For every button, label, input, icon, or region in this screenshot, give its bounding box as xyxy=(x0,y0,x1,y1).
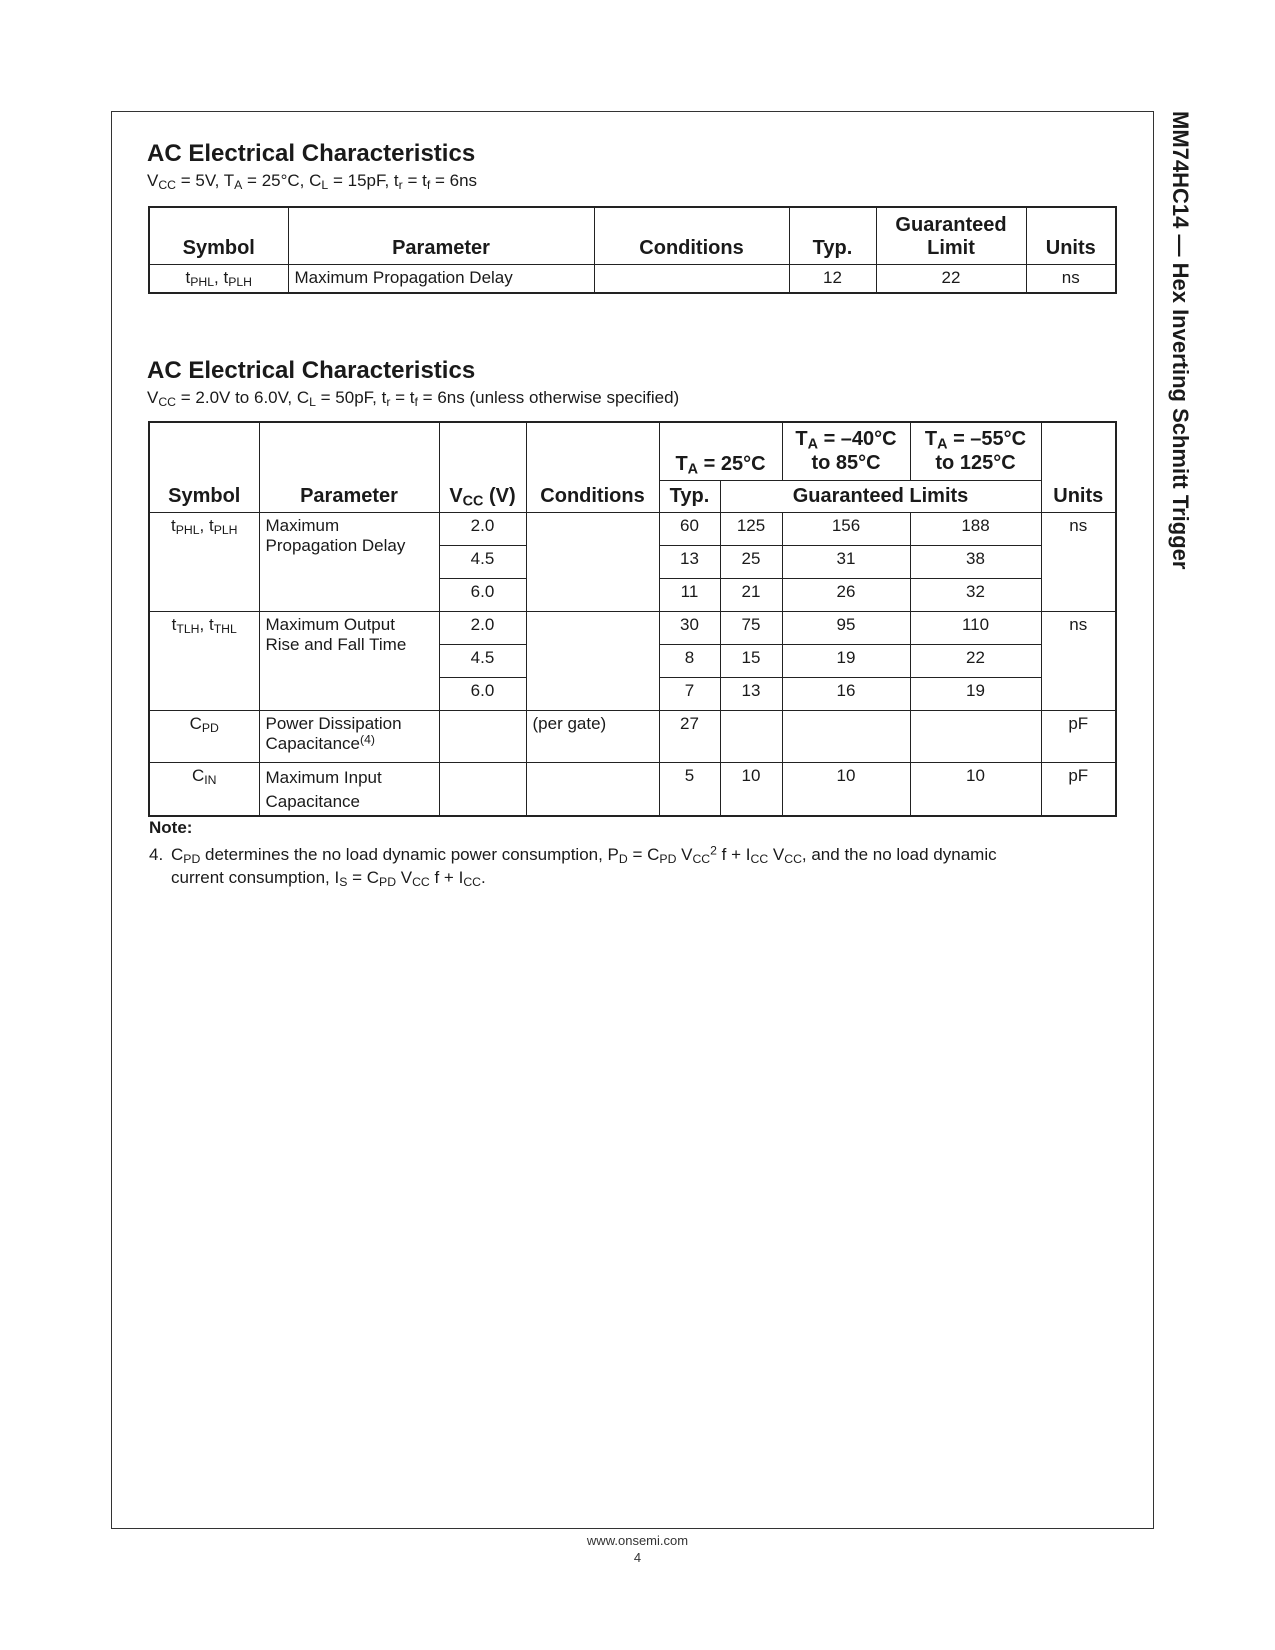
section1-conditions: $V_{CC} = 5V$, $T_A = 25^\circ C$, $C_L = 15pF$, $t_r = t_f = 6ns$ xyxy=(147,171,478,193)
typ-cell: 27 xyxy=(659,710,720,762)
footer-url: www.onsemi.com xyxy=(586,1533,689,1548)
units-cell: ns xyxy=(1041,611,1116,710)
header-units: Units xyxy=(1026,207,1116,264)
units-cell: pF xyxy=(1041,710,1116,762)
header-typ: Typ. xyxy=(789,207,876,264)
vcc-cell: 6.0 xyxy=(439,677,526,710)
limit-25-cell xyxy=(720,710,782,762)
limit-25-cell: 15 xyxy=(720,644,782,677)
page-number: 4 xyxy=(633,1550,642,1565)
limit-85-cell: 31 xyxy=(782,545,910,578)
conditions-cell xyxy=(526,762,659,816)
parameter-cell: Maximum Propagation Delay xyxy=(259,512,439,611)
parameter-cell: Maximum Output Rise and Fall Time xyxy=(259,611,439,710)
conditions-cell xyxy=(526,611,659,710)
header-ta-85: $T_A = -40^\circ C$ to 85°C xyxy=(782,422,910,480)
ac-table-5v xyxy=(148,206,1117,294)
limit-25-cell: 10 xyxy=(720,762,782,816)
header-guaranteed-limits: Guaranteed Limits xyxy=(720,480,1041,512)
limit-25-cell: 21 xyxy=(720,578,782,611)
parameter-cell: Maximum Input Capacitance xyxy=(259,762,439,816)
typ-cell: 13 xyxy=(659,545,720,578)
header-ta-125: $T_A = -55^\circ C$ to 125°C xyxy=(910,422,1041,480)
section2-conditions: $V_{CC} = 2.0V$ to 6.0V, $C_L = 50pF$, $t_r = t_f = 6ns$ (unless otherwise specified) xyxy=(147,388,680,410)
limit-25-cell: 13 xyxy=(720,677,782,710)
vcc-cell xyxy=(439,710,526,762)
note-text: 4. $C_{PD}$ determines the no load dynamic power consumption, $P_D = C_{PD}$ $V_{CC}^2$ $f + I_{CC}$ $V_{CC}$, and the no load dynamic current consumption, $I_S = C_{PD}$ $V_{CC}$ $f + I_{CC}$. xyxy=(149,843,997,890)
typ-cell: 8 xyxy=(659,644,720,677)
typ-cell: 60 xyxy=(659,512,720,545)
typ-cell: 12 xyxy=(789,264,876,293)
limit-85-cell: 19 xyxy=(782,644,910,677)
vcc-cell: 2.0 xyxy=(439,611,526,644)
header-typ: Typ. xyxy=(659,480,720,512)
section2-title: AC Electrical Characteristics xyxy=(147,357,476,384)
header-conditions: Conditions xyxy=(594,207,789,264)
typ-cell: 30 xyxy=(659,611,720,644)
limit-85-cell: 95 xyxy=(782,611,910,644)
parameter-cell: Power Dissipation Capacitance$^{(4)}$ xyxy=(259,710,439,762)
typ-cell: 7 xyxy=(659,677,720,710)
conditions-cell xyxy=(526,512,659,611)
parameter-cell: Maximum Propagation Delay xyxy=(288,264,594,293)
units-cell: ns xyxy=(1041,512,1116,611)
note-heading: Note: xyxy=(149,818,193,837)
symbol-cell: $t_{PHL}$, $t_{PLH}$ xyxy=(149,512,259,611)
limit-125-cell: 19 xyxy=(910,677,1041,710)
table-row xyxy=(149,710,1116,762)
header-conditions: Conditions xyxy=(526,422,659,512)
limit-85-cell: 156 xyxy=(782,512,910,545)
table-header-row xyxy=(149,422,1116,480)
limit-125-cell: 32 xyxy=(910,578,1041,611)
vcc-cell: 4.5 xyxy=(439,545,526,578)
limit-125-cell: 22 xyxy=(910,644,1041,677)
table-row xyxy=(149,264,1116,293)
header-units: Units xyxy=(1041,422,1116,512)
header-ta-25: $T_A = 25^\circ C$ xyxy=(659,422,782,480)
vcc-cell: 6.0 xyxy=(439,578,526,611)
header-vcc: $V_{CC}$ (V) xyxy=(439,422,526,512)
limit-25-cell: 125 xyxy=(720,512,782,545)
header-guaranteed-limit: Guaranteed Limit xyxy=(876,207,1026,264)
header-symbol: Symbol xyxy=(149,207,288,264)
limit-125-cell: 38 xyxy=(910,545,1041,578)
limit-85-cell xyxy=(782,710,910,762)
header-parameter: Parameter xyxy=(259,422,439,512)
typ-cell: 5 xyxy=(659,762,720,816)
symbol-cell: $C_{IN}$ xyxy=(149,762,259,816)
symbol-cell: $t_{PHL}$, $t_{PLH}$ xyxy=(149,264,288,293)
table-row xyxy=(149,762,1116,816)
limit-cell: 22 xyxy=(876,264,1026,293)
table-row xyxy=(149,611,1116,644)
header-symbol: Symbol xyxy=(149,422,259,512)
section1-title: AC Electrical Characteristics xyxy=(147,140,476,167)
header-parameter: Parameter xyxy=(288,207,594,264)
table-header-row xyxy=(149,207,1116,264)
table-row xyxy=(149,512,1116,545)
symbol-cell: $t_{TLH}$, $t_{THL}$ xyxy=(149,611,259,710)
limit-125-cell: 188 xyxy=(910,512,1041,545)
vcc-cell: 4.5 xyxy=(439,644,526,677)
limit-25-cell: 25 xyxy=(720,545,782,578)
conditions-cell: (per gate) xyxy=(526,710,659,762)
limit-85-cell: 10 xyxy=(782,762,910,816)
vcc-cell: 2.0 xyxy=(439,512,526,545)
limit-85-cell: 26 xyxy=(782,578,910,611)
limit-25-cell: 75 xyxy=(720,611,782,644)
symbol-cell: $C_{PD}$ xyxy=(149,710,259,762)
limit-125-cell: 110 xyxy=(910,611,1041,644)
document-title: MM74HC14 — Hex Inverting Schmitt Trigger xyxy=(1168,111,1193,570)
vcc-cell xyxy=(439,762,526,816)
typ-cell: 11 xyxy=(659,578,720,611)
conditions-cell xyxy=(594,264,789,293)
page-frame xyxy=(111,111,1154,1529)
ac-table-full xyxy=(148,421,1117,817)
units-cell: pF xyxy=(1041,762,1116,816)
limit-85-cell: 16 xyxy=(782,677,910,710)
limit-125-cell xyxy=(910,710,1041,762)
limit-125-cell: 10 xyxy=(910,762,1041,816)
units-cell: ns xyxy=(1026,264,1116,293)
